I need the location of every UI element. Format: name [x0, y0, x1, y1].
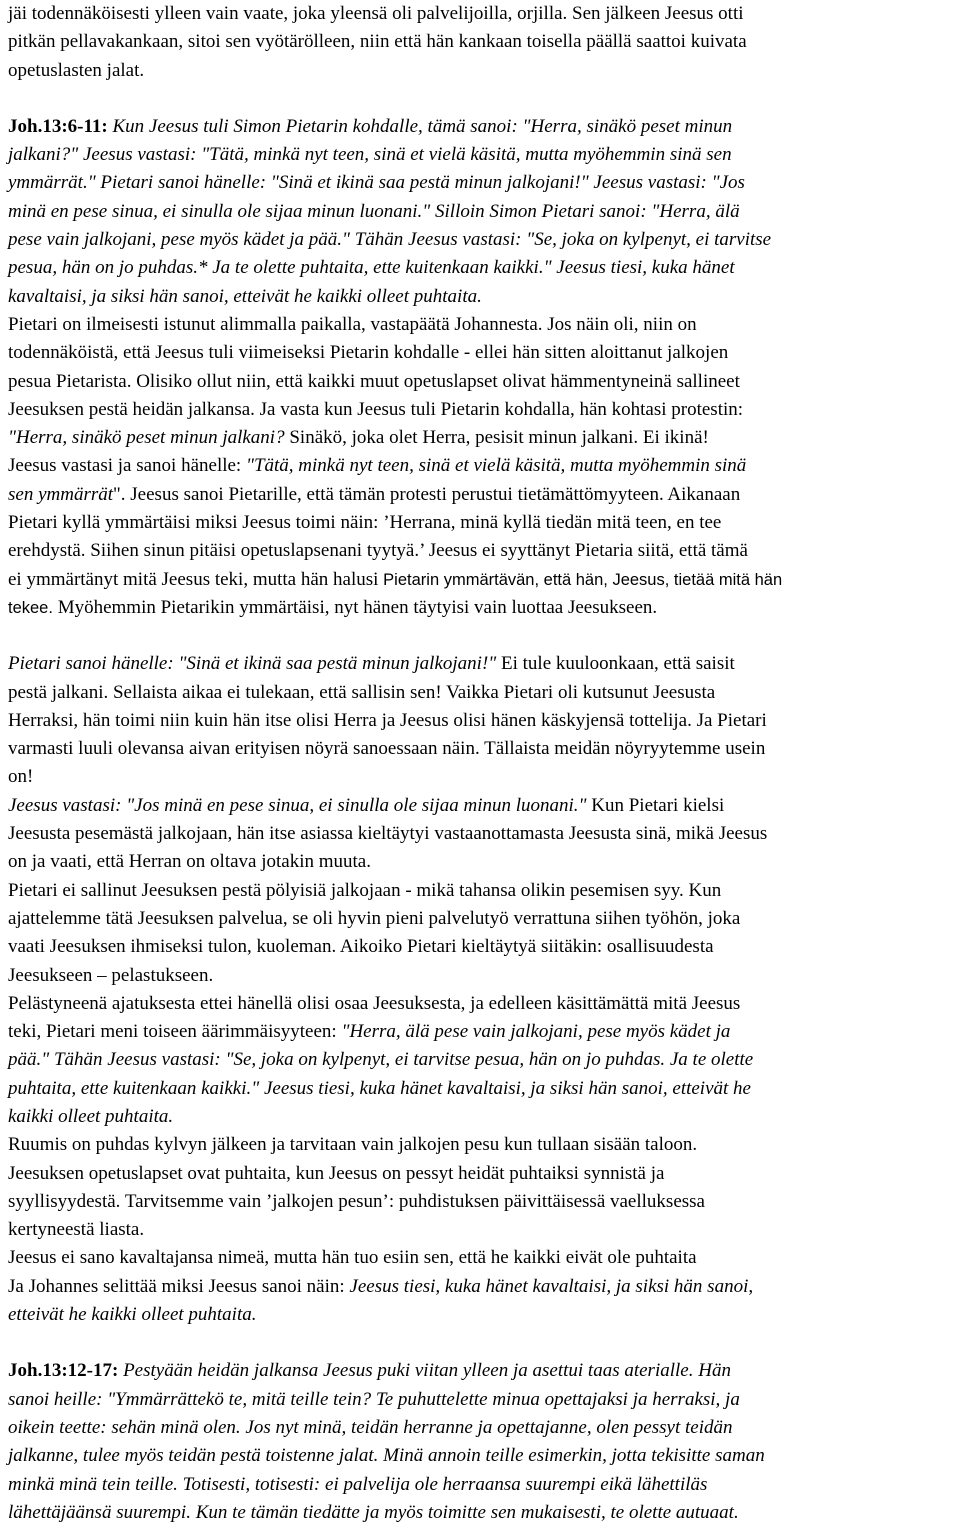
paragraph-joh-13-6-11 — [8, 113, 956, 311]
paragraph-5: Jeesus vastasi: "Jos minä en pese sinua, ei sinulla ole sijaa minun luonani." Kun Pietari kielsi Jeesusta pesemästä jalkojaan, hän itse asiassa kieltäytyi vastaanottamasta Jeesusta sinä, mikä Jeesus on ja vaati, että Herran on oltava jotakin muuta. — [8, 794, 768, 873]
quote-italic: puhtaita, ette kuitenkaan kaikki." Jeesus tiesi, kuka hänet kavaltaisi, ja siksi hän sanoi, etteivät he — [8, 1077, 751, 1099]
paragraph-9: Jeesus ei sano kavaltajansa nimeä, mutta hän tuo esiin sen, että he kaikki eivät ole puhtaita Ja Johannes selittää miksi Jeesus sanoi näin: Jeesus tiesi, kuka hänet kavaltaisi, ja siksi hän sanoi, etteivät he kaikki olleet puhtaita. — [8, 1247, 754, 1326]
sans-text: Pietarin ymmärtävän, että hän, Jeesus, tietää mitä hän — [383, 570, 783, 589]
scripture-reference: Joh.13:12-17: — [8, 1360, 119, 1382]
quote-italic: Jeesus vastasi: "Jos minä en pese sinua, ei sinulla ole sijaa minun luonani." — [8, 794, 587, 816]
quote-italic: "Tätä, minkä nyt teen, sinä et vielä käsitä, mutta myöhemmin sinä — [245, 455, 747, 477]
paragraph-6: Pietari ei sallinut Jeesuksen pestä pölyisiä jalkojaan - mikä tahansa olikin pesemisen syy. Kun ajattelemme tätä Jeesuksen palvelua, se oli hyvin pieni palvelutyö verrattuna siihen työhön, joka vaati Jeesuksen ihmiseksi tulon, kuoleman. Aikoiko Pietari kieltäytyä siitäkin: osallisuudesta Jeesukseen – pelastukseen. — [8, 879, 741, 986]
scripture-quote: Kun Jeesus tuli Simon Pietarin kohdalle, tämä sanoi: "Herra, sinäkö peset minun jalkani?" Jeesus vastasi: "Tätä, minkä nyt teen, sinä et vielä käsitä, mutta myöhemmin sinä sen ymmärrät." Pietari sanoi hänelle: "Sinä et ikinä saa pestä minun jalkojani!" Jeesus vastasi: "Jos minä en pese sinua, ei sinulla ole sijaa minun luonani." Silloin Simon Pietari sanoi: "Herra, älä pese vain jalkojani, pese myös kädet ja pää." Tähän Jeesus vastasi: "Se, joka on kylpenyt, ei tarvitse pesua, hän on jo puhdas.* Ja te olette puhtaita, ette kuitenkaan kaikki." Jeesus tiesi, kuka hänet kavaltaisi, ja siksi hän sanoi, etteivät he kaikki olleet puhtaita. — [8, 115, 772, 307]
paragraph-7: Pelästyneenä ajatuksesta ettei hänellä olisi osaa Jeesuksesta, ja edelleen käsittämättä mitä Jeesus teki, Pietari meni toiseen äärimmäisyyteen: "Herra, älä pese vain jalkojani, pese myös kädet ja pää." Tähän Jeesus vastasi: "Se, joka on kylpenyt, ei tarvitse pesua, hän on jo puhdas. Ja te olette puhtaita, ette kuitenkaan kaikki." Jeesus tiesi, kuka hänet kavaltaisi, ja siksi hän sanoi, etteivät he kaikki olleet puhtaita. — [8, 992, 754, 1127]
paragraph-joh-13-12-17 — [8, 1357, 956, 1527]
document-page — [8, 0, 956, 1527]
sans-text: tekee. — [8, 598, 53, 617]
quote-italic: sen ymmärrät — [8, 483, 114, 505]
quote-italic: kaikki olleet puhtaita. — [8, 1105, 174, 1127]
quote-italic: "Herra, sinäkö peset minun jalkani? — [8, 427, 285, 449]
scripture-quote: Pestyään heidän jalkansa Jeesus puki viitan ylleen ja asettui taas aterialle. Hän sanoi heille: "Ymmärrättekö te, mitä teille tein? Te puhuttelette minua opettajaksi ja herraksi, ja oikein teette: sehän minä olen. Jos nyt minä, teidän herranne ja opettajanne, olen pessyt teidän jalkanne, tulee myös teidän pestä toistenne jalat. Minä annoin teille esimerkin, jotta tekisitte saman minkä minä tein teille. Totisesti, totisesti: ei palvelija ole herraansa suurempi eikä lähettiläs lähettäjäänsä suurempi. Kun te tämän tiedätte ja myös toimitte sen mukaisesti, te olette autuaat. — [8, 1360, 765, 1523]
quote-italic: etteivät he kaikki olleet puhtaita. — [8, 1304, 257, 1326]
text-line: pitkän pellavakankaan, sitoi sen vyötärölleen, niin että hän kankaan toisella päällä saattoi kuivata — [8, 31, 747, 53]
paragraph-4: Pietari sanoi hänelle: "Sinä et ikinä saa pestä minun jalkojani!" Ei tule kuuloonkaan, että saisit pestä jalkani. Sellaista aikaa ei tulekaan, että sallisin sen! Vaikka Pietari oli kutsunut Jeesusta Herraksi, hän toimi niin kuin hän itse olisi Herra ja Jeesus olisi hänen käskyjensä tottelija. Ja Pietari varmasti luuli olevansa aivan erityisen nöyrä sanoessaan näin. Tällaista meidän nöyryytemme usein on! — [8, 653, 767, 788]
quote-italic: Jeesus tiesi, kuka hänet kavaltaisi, ja siksi hän sanoi, — [349, 1275, 754, 1297]
quote-italic: "Herra, älä pese vain jalkojani, pese myös kädet ja — [341, 1021, 731, 1043]
paragraph-1 — [8, 0, 956, 85]
text-line: opetuslasten jalat. — [8, 59, 145, 81]
paragraph-8: Ruumis on puhdas kylvyn jälkeen ja tarvitaan vain jalkojen pesu kun tullaan sisään taloon. Jeesuksen opetuslapset ovat puhtaita, kun Jeesus on pessyt heidät puhtaiksi synnistä ja syyllisyydestä. Tarvitsemme vain ’jalkojen pesun’: puhdistuksen päivittäisessä vaelluksessa kertyneestä liasta. — [8, 1134, 705, 1241]
scripture-reference: Joh.13:6-11: — [8, 115, 108, 137]
text-line: jäi todennäköisesti ylleen vain vaate, joka yleensä oli palvelijoilla, orjilla. Sen jälkeen Jeesus otti — [8, 3, 744, 24]
quote-italic: Pietari sanoi hänelle: "Sinä et ikinä saa pestä minun jalkojani!" — [8, 653, 497, 675]
paragraph-3: Pietari on ilmeisesti istunut alimmalla paikalla, vastapäätä Johannesta. Jos näin oli, niin on todennäköistä, että Jeesus tuli viimeiseksi Pietarin kohdalle - ellei hän sitten aloittanut jalkojen pesua Pietarista. Olisiko ollut niin, että kaikki muut opetuslapset olivat hämmentyneinä sallineet Jeesuksen pestä heidän jalkansa. Ja vasta kun Jeesus tuli Pietarin kohdalla, hän kohtasi protestin: "Herra, sinäkö peset minun jalkani? Sinäkö, joka olet Herra, pesisit minun jalkani. Ei ikinä! Jeesus vastasi ja sanoi hänelle: "Tätä, minkä nyt teen, sinä et vielä käsitä, mutta myöhemmin sinä sen ymmärrät". Jeesus sanoi Pietarille, että tämän protesti perustui tietämättömyyteen. Aikanaan Pietari kyllä ymmärtäisi miksi Jeesus toimi näin: ’Herrana, minä kyllä tiedän mitä teen, en tee erehdystä. Siihen sinun pitäisi opetuslapsenani tyytyä.’ Jeesus ei syyttänyt Pietaria siitä, että tämä ei ymmärtänyt mitä Jeesus teki, mutta hän halusi Pietarin ymmärtävän, että hän, Jeesus, tietää mitä hän tekee. Myöhemmin Pietarikin ymmärtäisi, nyt hänen täytyisi vain luottaa Jeesukseen. — [8, 313, 783, 618]
quote-italic: pää." Tähän Jeesus vastasi: "Se, joka on kylpenyt, ei tarvitse pesua, hän on jo puhdas. Ja te olette — [8, 1049, 754, 1071]
